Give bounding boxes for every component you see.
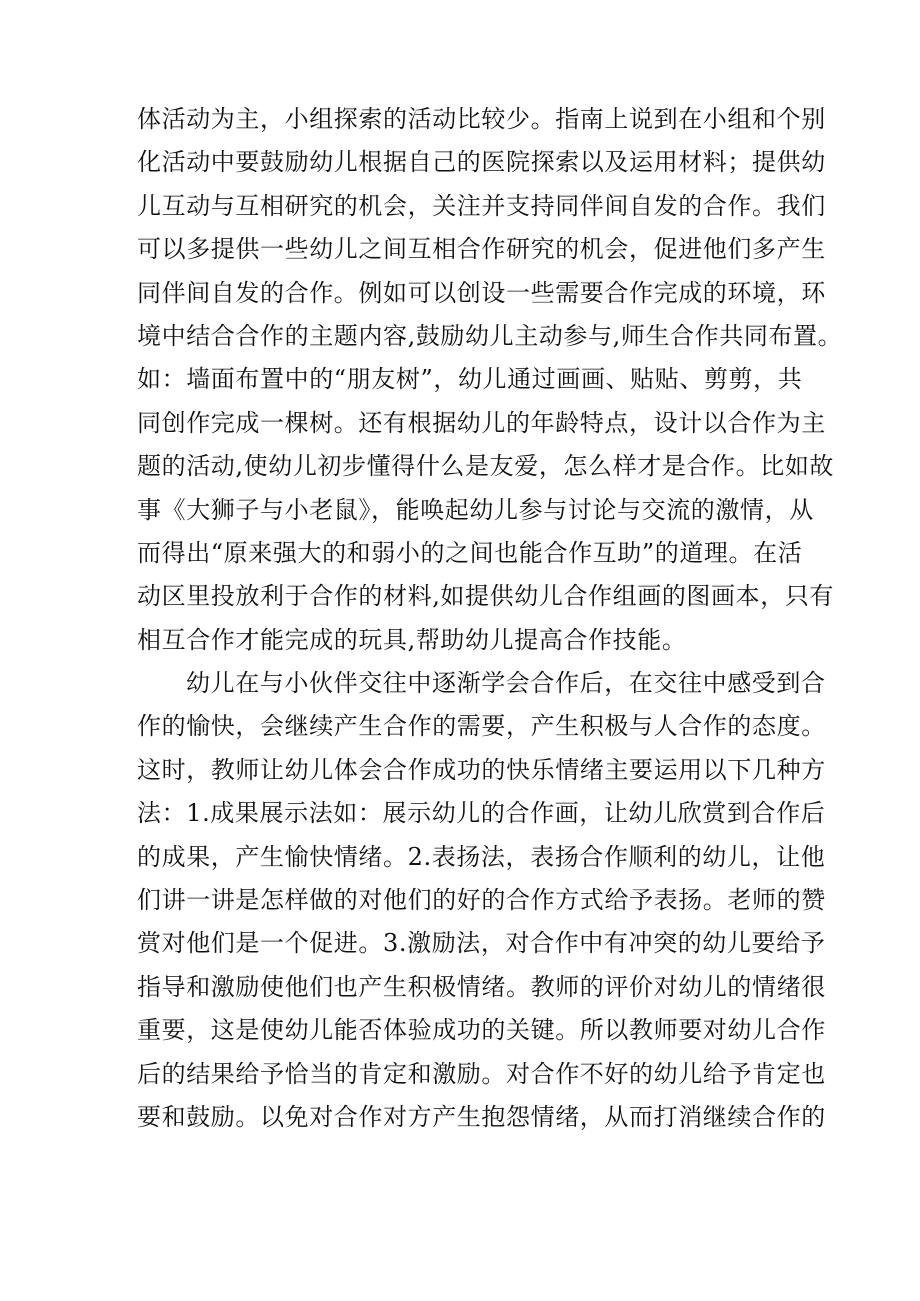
text-line: 法：1.成果展示法如：展示幼儿的合作画，让幼儿欣赏到合作后 — [137, 799, 826, 828]
text-line: 题的活动,使幼儿初步懂得什么是友爱，怎么样才是合作。比如故 — [137, 452, 835, 481]
text-line: 儿互动与互相研究的机会，关注并支持同伴间自发的合作。我们 — [137, 191, 826, 220]
paragraph-first-line: 幼儿在与小伙伴交往中逐渐学会合作后，在交往中感受到合 — [186, 669, 826, 698]
text-line: 指导和激励使他们也产生积极情绪。教师的评价对幼儿的情绪很 — [137, 972, 826, 1001]
text-line: 体活动为主，小组探索的活动比较少。指南上说到在小组和个别 — [137, 105, 826, 133]
text-line: 这时，教师让幼儿体会合作成功的快乐情绪主要运用以下几种方 — [137, 755, 826, 784]
text-line: 重要，这是使幼儿能否体验成功的关键。所以教师要对幼儿合作 — [137, 1016, 826, 1045]
text-line: 同创作完成一棵树。还有根据幼儿的年龄特点，设计以合作为主 — [137, 408, 826, 437]
paragraph-end-line: 相互合作才能完成的玩具,帮助幼儿提高合作技能。 — [137, 625, 687, 654]
text-line: 后的结果给予恰当的肯定和激励。对合作不好的幼儿给予肯定也 — [137, 1059, 826, 1088]
text-line: 可以多提供一些幼儿之间互相合作研究的机会，促进他们多产生 — [137, 235, 826, 264]
text-line: 们讲一讲是怎样做的对他们的好的合作方式给予表扬。老师的赞 — [137, 886, 826, 915]
text-line: 事《大狮子与小老鼠》，能唤起幼儿参与讨论与交流的激情，从 — [137, 495, 814, 524]
text-line: 而得出“原来强大的和弱小的之间也能合作互助”的道理。在活 — [137, 538, 803, 567]
text-line: 如：墙面布置中的“朋友树”，幼儿通过画画、贴贴、剪剪，共 — [137, 365, 803, 394]
text-line: 化活动中要鼓励幼儿根据自己的医院探索以及运用材料；提供幼 — [137, 148, 826, 177]
text-line: 要和鼓励。以免对合作对方产生抱怨情绪，从而打消继续合作的 — [137, 1102, 826, 1131]
text-line: 同伴间自发的合作。例如可以创设一些需要合作完成的环境，环 — [137, 278, 826, 307]
text-line: 动区里投放利于合作的材料,如提供幼儿合作组画的图画本，只有 — [137, 582, 835, 611]
document-body — [137, 98, 843, 1139]
text-line: 赏对他们是一个促进。3.激励法，对合作中有冲突的幼儿要给予 — [137, 929, 826, 958]
text-line: 作的愉快，会继续产生合作的需要，产生积极与人合作的态度。 — [137, 712, 826, 741]
text-line: 的成果，产生愉快情绪。2.表扬法，表扬合作顺利的幼儿，让他 — [137, 842, 826, 871]
text-line: 境中结合合作的主题内容,鼓励幼儿主动参与,师生合作共同布置。 — [137, 321, 843, 350]
